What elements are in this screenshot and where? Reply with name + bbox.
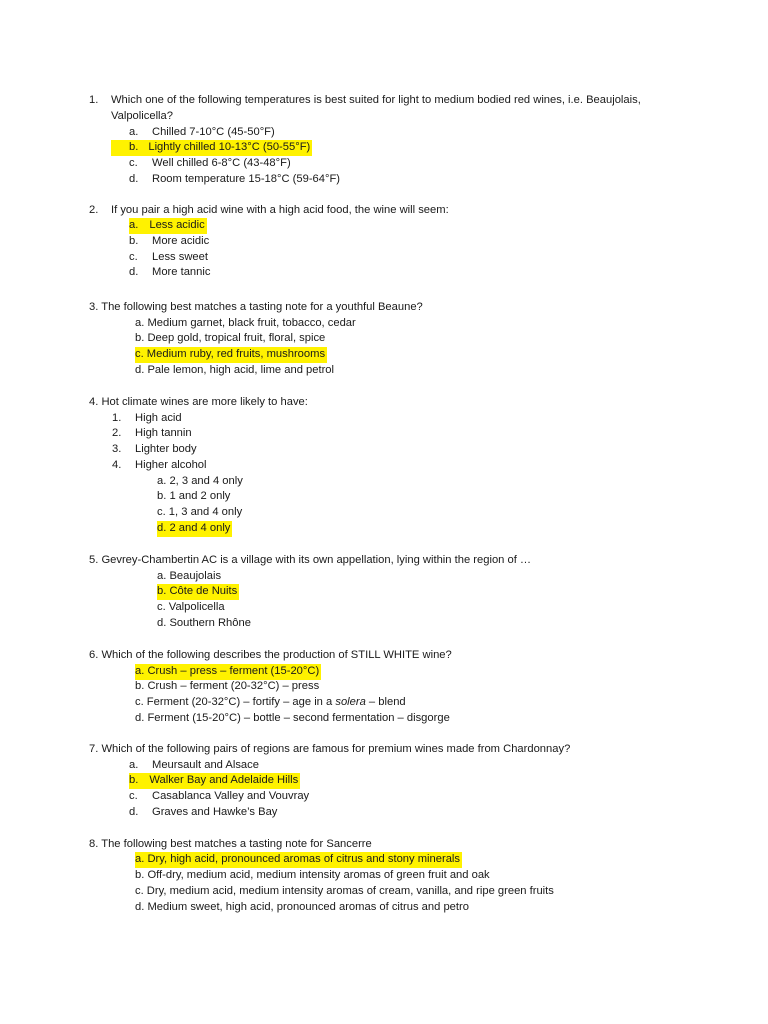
option-text: More tannic (152, 266, 211, 278)
statement-text: High tannin (135, 427, 192, 439)
option-text: d. Southern Rhône (157, 617, 251, 629)
option-marker: c. (129, 251, 138, 263)
option-text: d. Pale lemon, high acid, lime and petrol (135, 364, 335, 376)
question-text: 4. Hot climate wines are more likely to have: (89, 396, 308, 408)
statement-text: Higher alcohol (135, 459, 207, 471)
question-number: 1. (89, 94, 99, 106)
option-text: Less acidic (149, 219, 205, 231)
option-text: c. 1, 3 and 4 only (157, 506, 243, 518)
option-marker: a. (129, 126, 139, 138)
option-text: b. Crush – ferment (20-32°C) – press (135, 680, 320, 692)
option-marker: c. (129, 157, 138, 169)
option-marker: d. (129, 266, 139, 278)
correct-answer-highlight: a. Dry, high acid, pronounced aromas of citrus and stony minerals (135, 852, 462, 868)
question-text: 5. Gevrey-Chambertin AC is a village with its own appellation, lying within the region of … (89, 554, 532, 566)
option-text: Room temperature 15-18°C (59-64°F) (152, 173, 341, 185)
option-text: a. Medium garnet, black fruit, tobacco, cedar (135, 317, 356, 329)
option-text: More acidic (152, 235, 210, 247)
option-marker: b. (129, 235, 139, 247)
option-marker: a. (129, 219, 139, 231)
option-text: a. Beaujolais (157, 570, 222, 582)
correct-answer-highlight: c. Medium ruby, red fruits, mushrooms (135, 347, 327, 363)
statement-text: Lighter body (135, 443, 197, 455)
option-text: Chilled 7-10°C (45-50°F) (152, 126, 275, 138)
statement-marker: 4. (112, 459, 122, 471)
correct-answer-highlight (129, 773, 300, 789)
option-text: Graves and Hawke’s Bay (152, 806, 278, 818)
question-text: Valpolicella? (111, 110, 173, 122)
option-text: Well chilled 6-8°C (43-48°F) (152, 157, 291, 169)
option-marker: b. (129, 141, 139, 153)
question-text: If you pair a high acid wine with a high acid food, the wine will seem: (111, 204, 449, 216)
option-text: Less sweet (152, 251, 208, 263)
question-text: 7. Which of the following pairs of regions are famous for premium wines made from Chardonnay? (89, 743, 571, 755)
option-text: b. Off-dry, medium acid, medium intensity aromas of green fruit and oak (135, 869, 490, 881)
option-marker: a. (129, 759, 139, 771)
option-text: c. Valpolicella (157, 601, 225, 613)
statement-text: High acid (135, 412, 182, 424)
option-text: d. Medium sweet, high acid, pronounced aromas of citrus and petro (135, 901, 469, 913)
option-marker: d. (129, 173, 139, 185)
correct-answer-highlight (111, 140, 312, 156)
option-text: b. Deep gold, tropical fruit, floral, spice (135, 332, 326, 344)
option-text: b. 1 and 2 only (157, 490, 231, 502)
statement-marker: 1. (112, 412, 122, 424)
option-text: Walker Bay and Adelaide Hills (149, 774, 299, 786)
correct-answer-highlight: a. Crush – press – ferment (15-20°C) (135, 664, 321, 680)
option-marker: c. (129, 790, 138, 802)
statement-marker: 3. (112, 443, 122, 455)
question-number: 2. (89, 204, 99, 216)
question-text: Which one of the following temperatures is best suited for light to medium bodied red wines, i.e. Beaujolais, (111, 94, 641, 106)
correct-answer-highlight: b. Côte de Nuits (157, 584, 239, 600)
question-text: 6. Which of the following describes the production of STILL WHITE wine? (89, 649, 452, 661)
option-text: c. Dry, medium acid, medium intensity aromas of cream, vanilla, and ripe green fruits (135, 885, 554, 897)
option-text: Lightly chilled 10-13°C (50-55°F) (148, 141, 311, 153)
option-text: a. 2, 3 and 4 only (157, 475, 243, 487)
option-marker: d. (129, 806, 139, 818)
option-marker: b. (129, 774, 139, 786)
option-text: d. Ferment (15-20°C) – bottle – second fermentation – disgorge (135, 712, 450, 724)
option-text: Casablanca Valley and Vouvray (152, 790, 310, 802)
question-text: 8. The following best matches a tasting note for Sancerre (89, 838, 372, 850)
correct-answer-highlight: d. 2 and 4 only (157, 521, 232, 537)
option-text: c. Ferment (20-32°C) – fortify – age in a solera – blend (135, 696, 406, 708)
option-text: Meursault and Alsace (152, 759, 259, 771)
statement-marker: 2. (112, 427, 122, 439)
question-text: 3. The following best matches a tasting note for a youthful Beaune? (89, 301, 423, 313)
correct-answer-highlight (129, 218, 207, 234)
